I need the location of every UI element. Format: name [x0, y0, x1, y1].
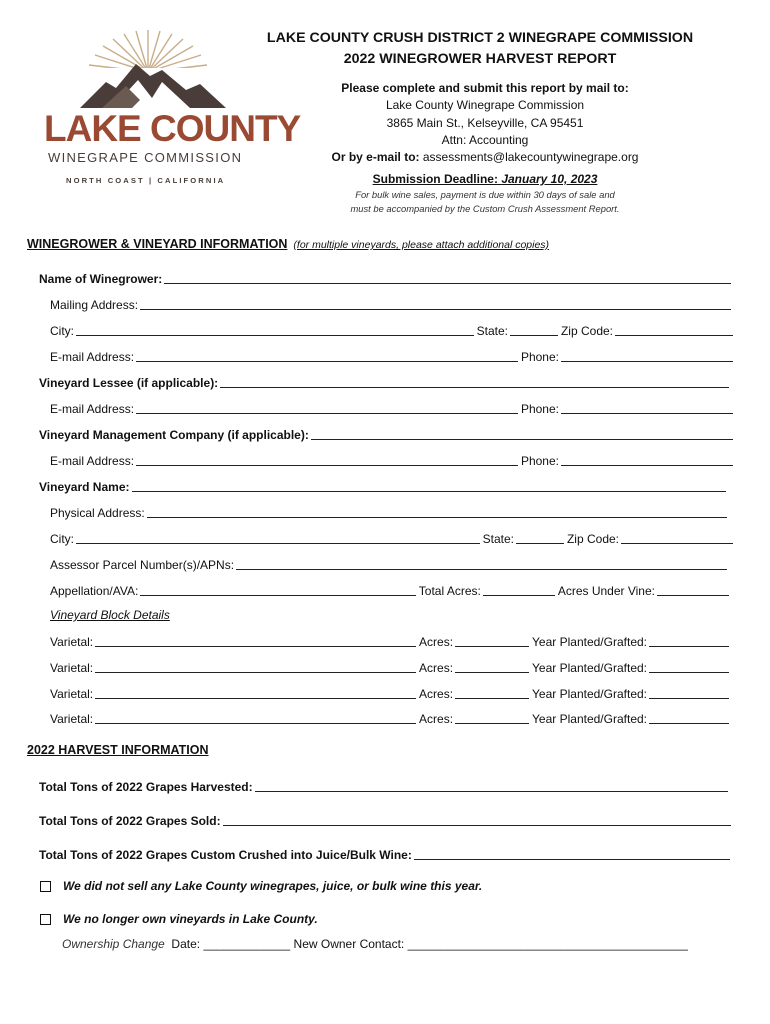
email-line [290, 150, 680, 164]
varietal-label: Varietal: [50, 687, 94, 701]
block-details-heading: Vineyard Block Details [50, 608, 170, 622]
no-sales-label: We did not sell any Lake County winegrapes, juice, or bulk wine this year. [63, 879, 483, 893]
acres-label: Acres: [419, 635, 454, 649]
lessee-row [39, 374, 732, 390]
varietal-label: Varietal: [50, 712, 94, 726]
state-label: State: [476, 324, 508, 338]
address-line-1: Lake County Winegrape Commission [385, 98, 585, 112]
acres-field[interactable] [455, 686, 529, 699]
year-label: Year Planted/Grafted: [532, 635, 647, 649]
ownership-change-row [62, 937, 688, 951]
lessee-field[interactable] [220, 375, 729, 388]
varietal-label: Varietal: [50, 661, 94, 675]
mgmt-company-label: Vineyard Management Company (if applicable): [39, 428, 309, 442]
year-field[interactable] [649, 634, 729, 647]
date-label: Date: [171, 937, 201, 951]
deadline-line [290, 172, 680, 186]
email-row-1 [50, 348, 736, 364]
varietal-field[interactable] [95, 711, 416, 724]
zip-label: Zip Code: [560, 324, 613, 338]
address-line-2: 3865 Main St., Kelseyville, CA 95451 [386, 116, 584, 130]
apn-field[interactable] [236, 557, 727, 570]
email-field-2[interactable] [136, 401, 518, 414]
year-field[interactable] [649, 711, 729, 724]
logo-region: NORTH COAST | CALIFORNIA [66, 176, 226, 185]
sold-field[interactable] [223, 813, 731, 826]
acres-field[interactable] [455, 634, 529, 647]
zip-field-2[interactable] [621, 531, 733, 544]
harvested-field[interactable] [255, 779, 728, 792]
varietal-label: Varietal: [50, 635, 94, 649]
vineyard-name-field[interactable] [132, 479, 727, 492]
vineyard-name-row [39, 478, 729, 494]
mgmt-company-field[interactable] [311, 427, 733, 440]
phone-label-2: Phone: [520, 402, 559, 416]
city-label: City: [50, 324, 74, 338]
ava-row [50, 582, 732, 598]
payment-note-2: must be accompanied by the Custom Crush Assessment Report. [350, 203, 620, 214]
address-line-3: Attn: Accounting [441, 133, 529, 147]
physical-address-row [50, 504, 730, 520]
new-owner-label: New Owner Contact: [293, 937, 405, 951]
city-row-2 [50, 530, 736, 546]
email-field-3[interactable] [136, 453, 518, 466]
report-title-1: LAKE COUNTY CRUSH DISTRICT 2 WINEGRAPE COMMISSION [266, 30, 694, 46]
email-label-2: E-mail Address: [50, 402, 135, 416]
mailing-address-row [50, 296, 734, 312]
email-row-3 [50, 452, 736, 468]
total-acres-label: Total Acres: [418, 584, 481, 598]
block-row [50, 659, 732, 675]
info-heading-text: WINEGROWER & VINEYARD INFORMATION [27, 237, 288, 251]
varietal-field[interactable] [95, 686, 416, 699]
year-field[interactable] [649, 686, 729, 699]
city-field-2[interactable] [76, 531, 480, 544]
state-field-2[interactable] [516, 531, 564, 544]
phone-field-1[interactable] [561, 349, 733, 362]
acres-label: Acres: [419, 687, 454, 701]
phone-field-2[interactable] [561, 401, 733, 414]
acres-field[interactable] [455, 660, 529, 673]
under-vine-label: Acres Under Vine: [557, 584, 655, 598]
total-acres-field[interactable] [483, 583, 555, 596]
crushed-field[interactable] [414, 847, 730, 860]
apn-row [50, 556, 730, 572]
city-row-1 [50, 322, 736, 338]
info-heading-note: (for multiple vineyards, please attach additional copies) [293, 239, 550, 251]
email-label: Or by e-mail to: [331, 150, 420, 164]
deadline-date: January 10, 2023 [501, 172, 598, 186]
apn-label: Assessor Parcel Number(s)/APNs: [50, 558, 235, 572]
zip-label-2: Zip Code: [566, 532, 619, 546]
no-sales-checkbox[interactable] [40, 881, 51, 892]
ownership-change-label: Ownership Change [62, 937, 165, 951]
acres-field[interactable] [455, 711, 529, 724]
report-title-2: 2022 WINEGROWER HARVEST REPORT [343, 51, 617, 67]
physical-address-label: Physical Address: [50, 506, 145, 520]
new-owner-field[interactable]: __________________________________________ [407, 937, 688, 951]
harvested-label: Total Tons of 2022 Grapes Harvested: [39, 780, 253, 794]
under-vine-field[interactable] [657, 583, 729, 596]
physical-address-field[interactable] [147, 505, 727, 518]
winegrower-name-label: Name of Winegrower: [39, 272, 163, 286]
varietal-field[interactable] [95, 634, 416, 647]
state-field[interactable] [510, 323, 558, 336]
winegrower-name-field[interactable] [164, 271, 731, 284]
no-sales-option[interactable] [40, 879, 482, 893]
no-vineyards-label: We no longer own vineyards in Lake County. [63, 912, 318, 926]
phone-field-3[interactable] [561, 453, 733, 466]
sun-rays [89, 30, 207, 72]
year-label: Year Planted/Grafted: [532, 661, 647, 675]
block-row [50, 685, 732, 701]
ava-field[interactable] [140, 583, 416, 596]
phone-label-1: Phone: [520, 350, 559, 364]
logo-name-text: LAKE COUNTY [44, 108, 301, 149]
email-label-1: E-mail Address: [50, 350, 135, 364]
email-field-1[interactable] [136, 349, 518, 362]
state-label-2: State: [482, 532, 514, 546]
year-label: Year Planted/Grafted: [532, 712, 647, 726]
no-vineyards-option[interactable] [40, 912, 318, 926]
winegrower-name-row [39, 270, 734, 286]
vineyard-name-label: Vineyard Name: [39, 480, 130, 494]
year-label: Year Planted/Grafted: [532, 687, 647, 701]
block-row [50, 710, 732, 726]
payment-note-1: For bulk wine sales, payment is due within 30 days of sale and [355, 189, 615, 200]
varietal-field[interactable] [95, 660, 416, 673]
acres-label: Acres: [419, 712, 454, 726]
city-field[interactable] [76, 323, 474, 336]
year-field[interactable] [649, 660, 729, 673]
no-vineyards-checkbox[interactable] [40, 914, 51, 925]
city-label-2: City: [50, 532, 74, 546]
harvested-row [39, 778, 731, 794]
phone-label-3: Phone: [520, 454, 559, 468]
date-field[interactable]: _____________ [203, 937, 291, 951]
sold-label: Total Tons of 2022 Grapes Sold: [39, 814, 221, 828]
acres-label: Acres: [419, 661, 454, 675]
info-section-heading [27, 237, 549, 251]
crushed-label: Total Tons of 2022 Grapes Custom Crushed into Juice/Bulk Wine: [39, 848, 412, 862]
mail-intro: Please complete and submit this report by mail to: [341, 81, 629, 95]
deadline-label: Submission Deadline: [372, 172, 498, 186]
email-row-2 [50, 400, 736, 416]
crushed-row [39, 846, 733, 862]
email-address[interactable]: assessments@lakecountywinegrape.org [422, 150, 639, 164]
logo-subtitle: WINEGRAPE COMMISSION [48, 150, 243, 165]
harvest-section-heading: 2022 HARVEST INFORMATION [27, 743, 209, 757]
block-row [50, 633, 732, 649]
mgmt-company-row [39, 426, 736, 442]
sold-row [39, 812, 734, 828]
mailing-address-label: Mailing Address: [50, 298, 139, 312]
zip-field[interactable] [615, 323, 733, 336]
mailing-address-field[interactable] [140, 297, 731, 310]
ava-label: Appellation/AVA: [50, 584, 139, 598]
email-label-3: E-mail Address: [50, 454, 135, 468]
lessee-label: Vineyard Lessee (if applicable): [39, 376, 219, 390]
